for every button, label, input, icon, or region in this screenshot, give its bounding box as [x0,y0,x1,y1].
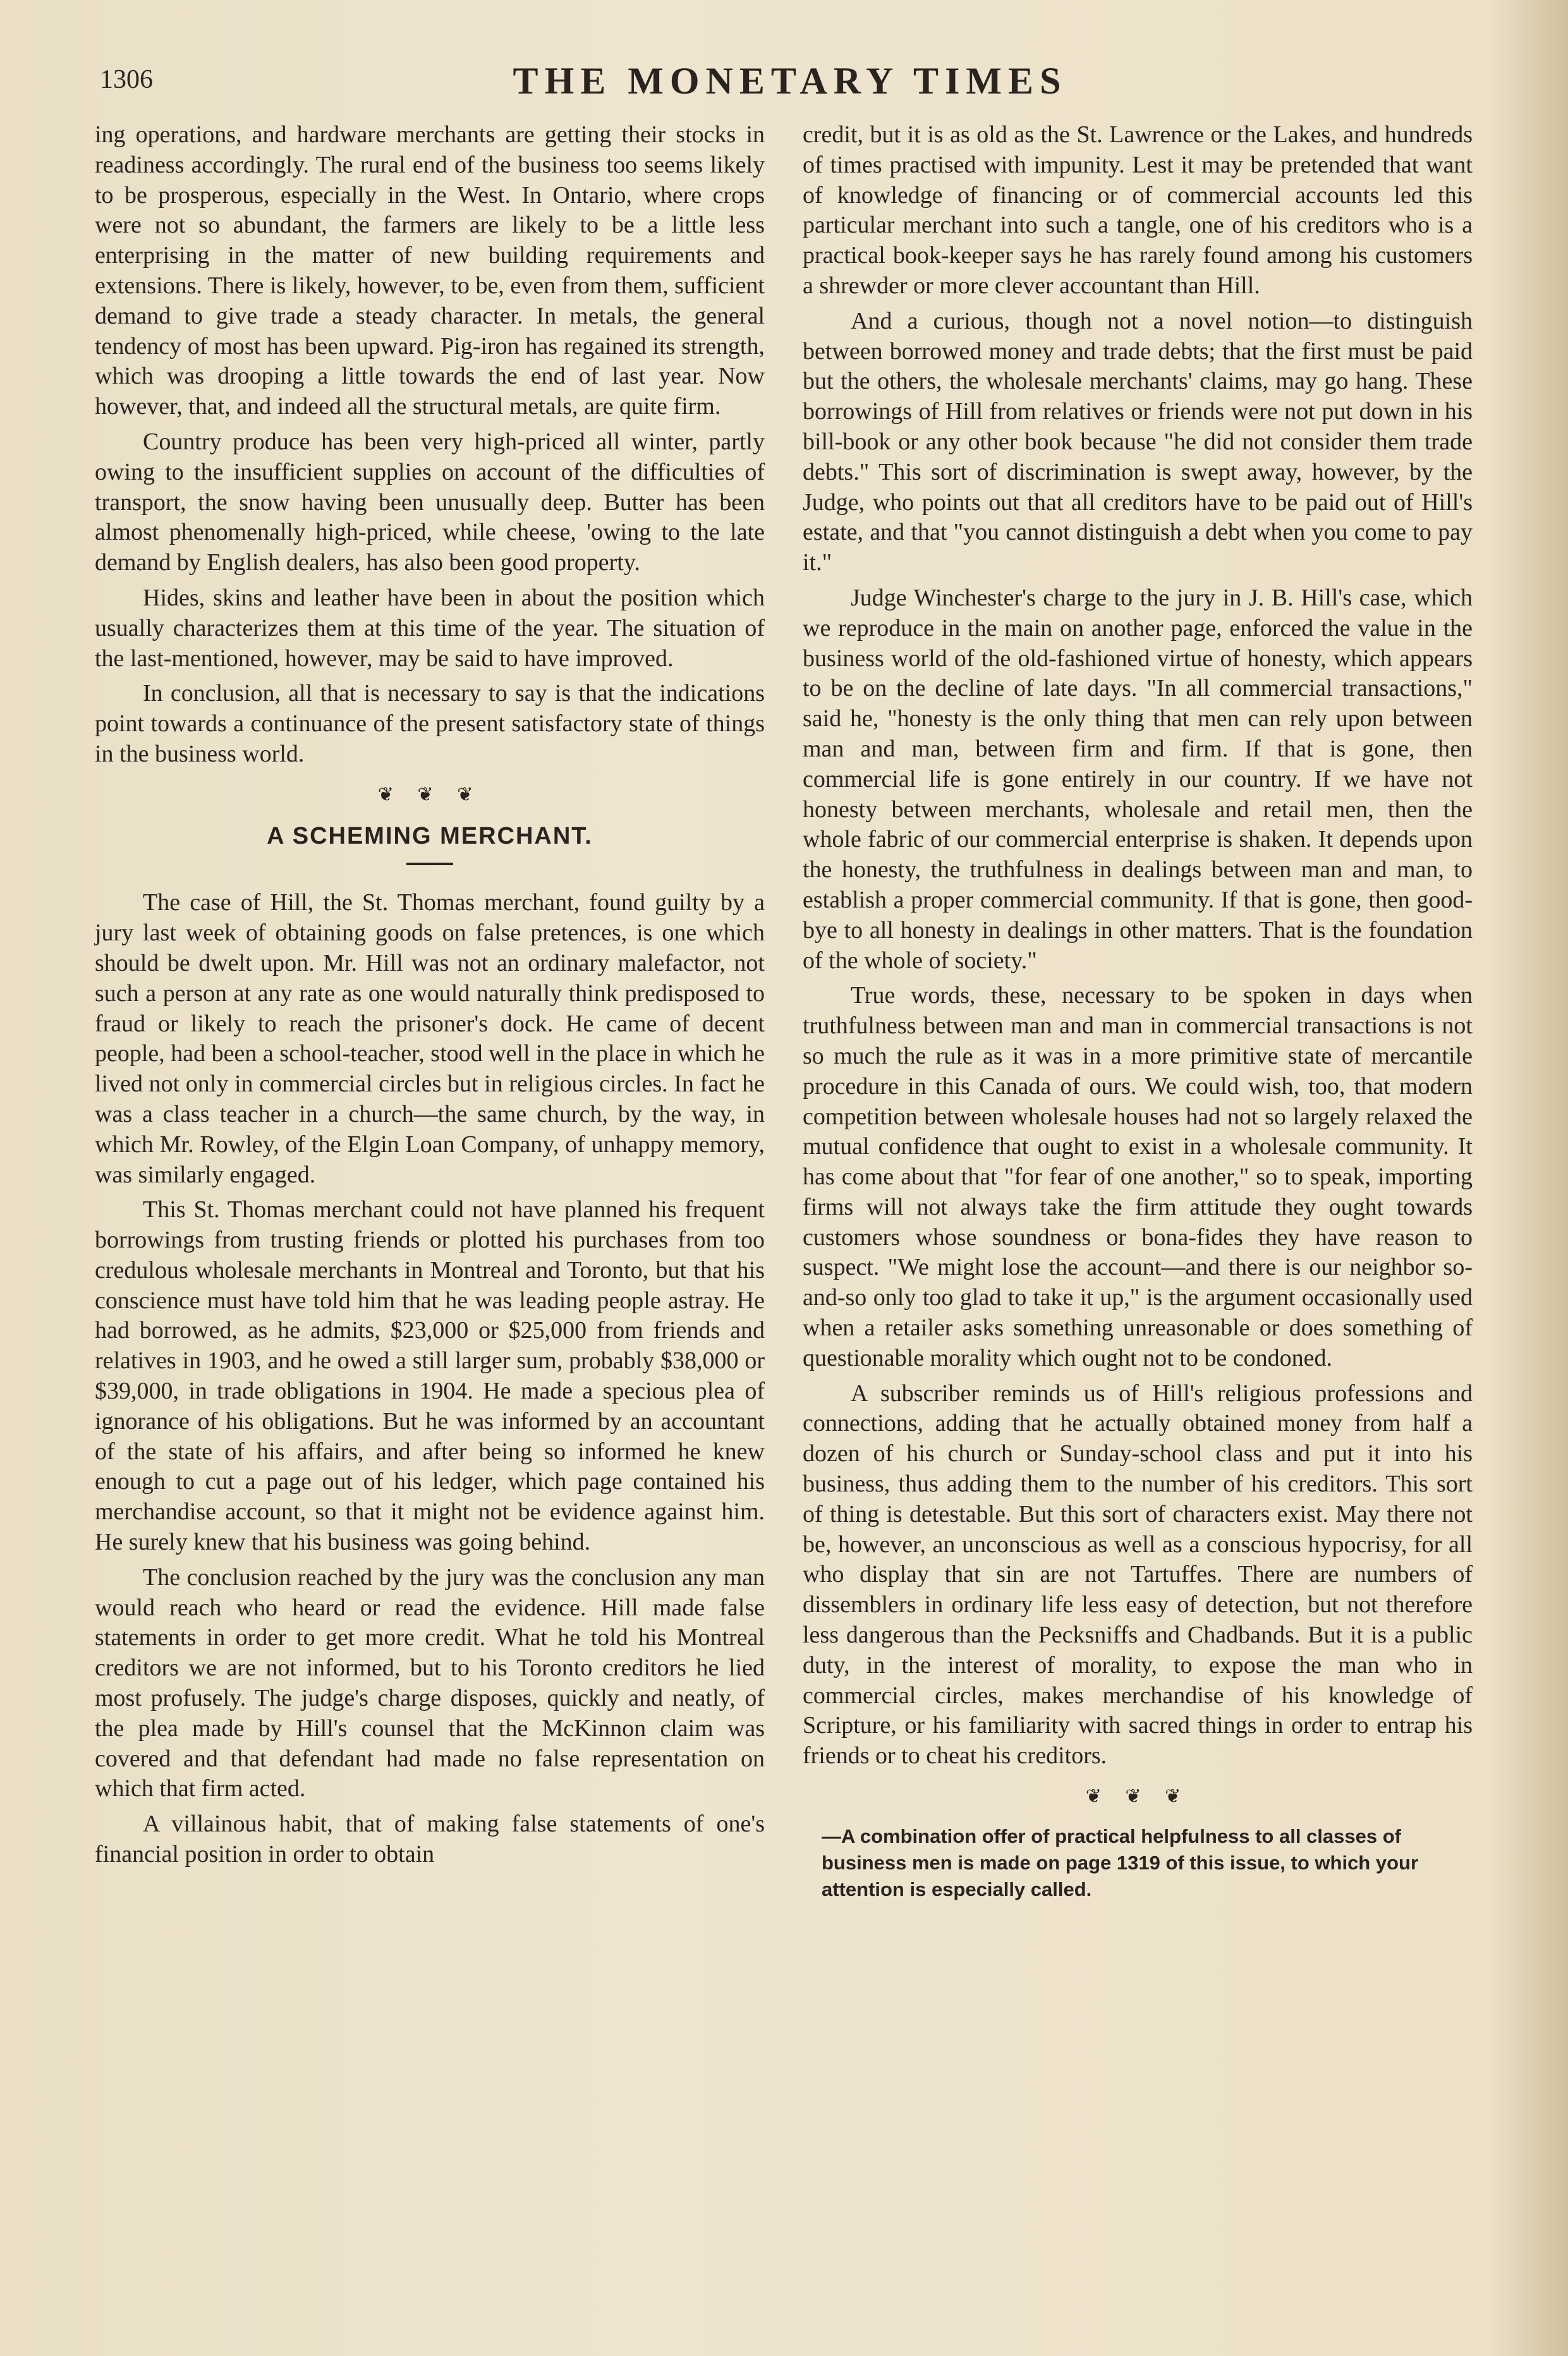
paragraph: A subscriber reminds us of Hill's religious professions and connections, adding that he actually obtained money from half a dozen of his church or Sunday-school class and put it into his business, thus adding them to the number of his creditors. This sort of thing is detestable. But this sort of characters exist. May there not be, however, an unconscious as well as a conscious hypocrisy, for all who display that sin are not Tartuffes. There are numbers of dissemblers in ordinary life less easy of detection, but not therefore less dangerous than the Pecksniffs and Chadbands. But it is a public duty, in the interest of morality, to expose the man who in commercial circles, makes merchandise of his knowledge of Scripture, or his familiarity with sacred things in order to entrap his friends or to cheat his creditors. [803,1380,1473,1770]
paragraph: Judge Winchester's charge to the jury in J. B. Hill's case, which we reproduce in the main on another page, enforced the value in the business world of the old-fashioned virtue of honesty, which appears to be on the decline of late days. "In all commercial transactions," said he, "honesty is the only thing that men can rely upon between man and man, between firm and firm. If that is gone, then commercial life is gone entirely in our country. If we have not honesty between merchants, wholesale and retail men, then the whole fabric of our commercial enterprise is shaken. It depends upon the honesty, the truthfulness in dealings between man and man, to establish a proper commercial community. If that is gone, then good-bye to all honesty in dealings in other matters. That is the foundation of the whole of society." [803,584,1473,974]
paragraph: The conclusion reached by the jury was the conclusion any man would reach who heard or read the evidence. Hill made false statements in order to get more credit. What he told his Montreal creditors we are not informed, but to his Toronto creditors he lied most profusely. The judge's charge disposes, quickly and neatly, of the plea made by Hill's counsel that the McKinnon claim was covered and that defendant had made no false representation on which that firm acted. [95,1564,765,1802]
paragraph: Hides, skins and leather have been in about the position which usually characterizes them at this time of the year. The situation of the last-mentioned, however, may be said to have improved. [95,584,765,672]
paragraph: Country produce has been very high-priced all winter, partly owing to the insufficient supplies on account of the difficulties of transport, the snow having been unusually deep. Butter has been almost phenomenally high-priced, while cheese, 'owing to the late demand by English dealers, has also been good property. [95,428,765,576]
paragraph: credit, but it is as old as the St. Lawrence or the Lakes, and hundreds of times practised with impunity. Lest it may be pretended that want of knowledge of financing or of commercial accounts led this particular merchant into such a tangle, one of his creditors who is a practical book-keeper says he has rarely found among his customers a shrewder or more clever accountant than Hill. [803,121,1473,299]
page-number: 1306 [100,65,153,94]
right-column [803,120,1473,1903]
section-divider: ❦ ❦ ❦ [1085,1785,1190,1808]
title-rule [406,863,453,865]
notice-text: —A combination offer of practical helpfulness to all classes of business men is made on page 1319 of this issue, to which your attention is especially called. [822,1825,1419,1900]
paragraph: A villainous habit, that of making false statements of one's financial position in order to obtain [95,1811,765,1868]
paragraph: ing operations, and hardware merchants are getting their stocks in readiness accordingly. The rural end of the business too seems likely to be prosperous, especially in the West. In Ontario, where crops were not so abundant, the farmers are likely to be a little less enterprising in the matter of new building requirements and extensions. There is likely, however, to be, even from them, sufficient demand to give trade a steady character. In metals, the general tendency of most has been upward. Pig-iron has regained its strength, which was drooping a little towards the end of last year. Now however, that, and indeed all the structural metals, are quite firm. [95,121,765,420]
masthead: THE MONETARY TIMES [513,60,1067,102]
paragraph: True words, these, necessary to be spoken in days when truthfulness between man and man in commercial transactions is not so much the rule as it was in a more primitive state of mercantile procedure in this Canada of ours. We could wish, too, that modern competition between wholesale houses had not so largely relaxed the mutual confidence that ought to exist in a wholesale community. It has come about that "for fear of one another," so to speak, importing firms will not always take the firm attitude they ought towards customers whose soundness or bona-fides they have reason to suspect. "We might lose the account—and there is our neighbor so-and-so only too glad to take it up," is the argument occasionally used when a retailer asks something unreasonable or does something of questionable morality which ought not to be condoned. [803,982,1473,1371]
page-header [95,58,1485,115]
paragraph: The case of Hill, the St. Thomas merchant, found guilty by a jury last week of obtaining goods on false pretences, is one which should be dwelt upon. Mr. Hill was not an ordinary malefactor, not such a person at any rate as one would naturally think predisposed to fraud or likely to reach the prisoner's dock. He came of decent people, had been a school-teacher, stood well in the place in which he lived not only in commercial circles but in religious circles. In fact he was a class teacher in a church—the same church, by the way, in which Mr. Rowley, of the Elgin Loan Company, of unhappy memory, was similarly engaged. [95,889,765,1188]
paragraph: This St. Thomas merchant could not have planned his frequent borrowings from trusting friends or plotted his purchases from too credulous wholesale merchants in Montreal and Toronto, but that his conscience must have told him that he was leading people astray. He had borrowed, as he admits, $23,000 or $25,000 from friends and relatives in 1903, and he owed a still larger sum, probably $38,000 or $39,000, in trade obligations in 1904. He made a specious plea of ignorance of his obligations. But he was informed by an accountant of the state of his affairs, and after being so informed he knew enough to cut a page out of his ledger, which page contained his merchandise account, so that it might not be evidence against him. He surely knew that his business was going behind. [95,1196,765,1556]
paragraph: And a curious, though not a novel notion—to distinguish between borrowed money and trade debts; that the first must be paid but the others, the wholesale merchants' claims, may go hang. These borrowings of Hill from relatives or friends were not put down in his bill-book or any other book because "he did not consider them trade debts." This sort of discrimination is swept away, however, by the Judge, who points out that all creditors have to be paid out of Hill's estate, and that "you cannot distinguish a debt when you come to pay it." [803,307,1473,576]
paragraph: In conclusion, all that is necessary to say is that the indications point towards a continuance of the present satisfactory state of things in the business world. [95,680,765,767]
article-title: A SCHEMING MERCHANT. [267,822,593,849]
left-column [95,120,765,1875]
section-divider: ❦ ❦ ❦ [377,783,482,806]
